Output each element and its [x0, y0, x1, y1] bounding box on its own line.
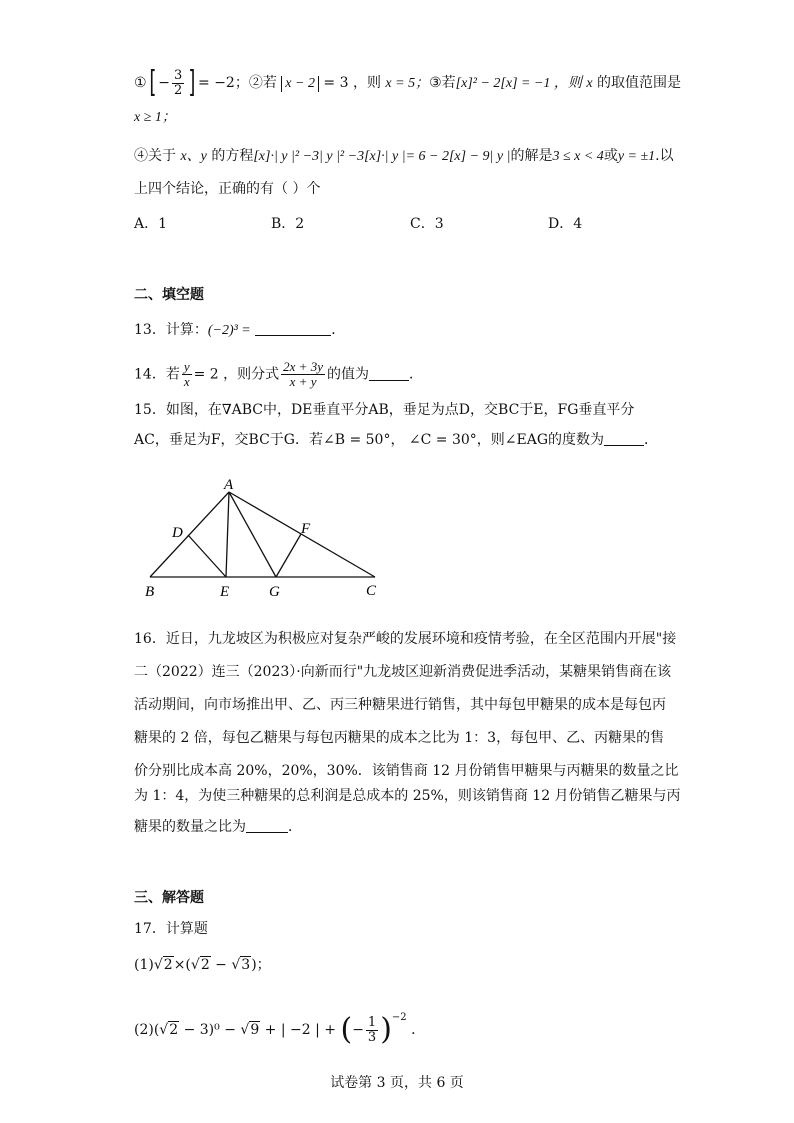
label-e: E	[220, 584, 230, 600]
question-17-part1: (1)√2×(√2 − √3)；	[134, 957, 271, 973]
label-g: G	[269, 584, 280, 600]
page-footer: 试卷第 3 页，共 6 页	[330, 1075, 464, 1091]
question-14: 14．若 $\frac{y}{x}$ = 2 ，则分式 $\frac{2x + 3y}{x + y}$ 的值为 ．	[134, 359, 423, 389]
question-17-title: 17．计算题	[134, 921, 208, 937]
answer-blank[interactable]	[246, 818, 288, 833]
section-heading-solve: 三、解答题	[134, 890, 204, 906]
question-15-line1: 15．如图，在∇ABC中，DE垂直平分AB，垂足为点D，交BC于E，FG垂直平分	[134, 402, 635, 418]
answer-blank[interactable]	[255, 321, 331, 336]
question-16-line5: 价分别比成本高 20%，20%，30%．该销售商 12 月份销售甲糖果与丙糖果的数量之比	[134, 763, 679, 779]
segment-fg	[276, 534, 301, 577]
segment-de	[188, 535, 226, 577]
q12-statement-line2: x ≥ 1；	[134, 110, 176, 125]
fraction: $\frac{y}{x}$	[183, 359, 190, 389]
option-c: C．3	[410, 216, 444, 232]
label-c: C	[366, 583, 377, 599]
question-16-line4: 糖果的 2 倍，每包乙糖果与每包丙糖果的成本之比为 1：3，每包甲、乙、丙糖果的售	[134, 730, 665, 746]
question-13: 13．计算：(−2)³ = ．	[134, 322, 346, 338]
option-b: B．2	[271, 216, 305, 232]
answer-blank[interactable]	[604, 431, 644, 446]
label-d: D	[172, 525, 183, 541]
segment-ag	[229, 492, 276, 577]
label-a: A	[224, 477, 234, 493]
fraction: $\frac{2x + 3y}{x + y}$	[283, 359, 323, 389]
option-d: D．4	[548, 216, 583, 232]
fraction: $\frac{3}{2}$	[174, 67, 183, 98]
q12-question: 上四个结论，正确的有（ ）个	[134, 181, 321, 197]
segment-ae	[226, 492, 229, 577]
q12-statement-line3: ④关于 x、y 的方程[x]·| y |² −3| y |² −3[x]·| y |= 6 − 2[x] − 9| y |的解是3 ≤ x < 4或y = ±1.以	[134, 148, 674, 164]
question-15-line2: AC，垂足为F，交BC于G．若∠B = 50°， ∠C = 30°，则∠EAG的度数为 ．	[134, 432, 659, 448]
question-16-line1: 16．近日，九龙坡区为积极应对复杂严峻的发展环境和疫情考验，在全区范围内开展"接	[134, 631, 677, 647]
question-16-line6: 为 1：4，为使三种糖果的总利润是总成本的 25%，则该销售商 12 月份销售乙糖果与丙	[134, 788, 681, 804]
answer-blank[interactable]	[369, 366, 409, 381]
question-16-line3: 活动期间，向市场推出甲、乙、丙三种糖果进行销售，其中每包甲糖果的成本是每包丙	[134, 697, 666, 713]
section-heading-fill-blank: 二、填空题	[134, 287, 204, 303]
question-17-part2: (2)(√2 − 3)⁰ − √9 + | −2 | + (− $\frac{1}{3}$ )$^{-2}$ ．	[134, 1012, 426, 1047]
question-16-line2: 二（2022）连三（2023）·向新而行"九龙坡区迎新消费促进季活动，某糖果销售商在该	[134, 664, 672, 680]
label-f: F	[301, 521, 311, 537]
option-a: A．1	[134, 216, 168, 232]
question-16-line7: 糖果的数量之比为 ．	[134, 819, 302, 835]
triangle-figure	[140, 475, 390, 605]
q12-statement-line1: ①[ − $\frac{3}{2}$ ] = −2；②若 x − 2 = 3 ，则 x = 5；③若[x]² − 2[x] = −1 ，则 x 的取值范围是	[134, 65, 682, 100]
label-b: B	[145, 584, 155, 600]
segment-ab	[150, 492, 229, 577]
fraction: $\frac{1}{3}$	[367, 1014, 377, 1045]
